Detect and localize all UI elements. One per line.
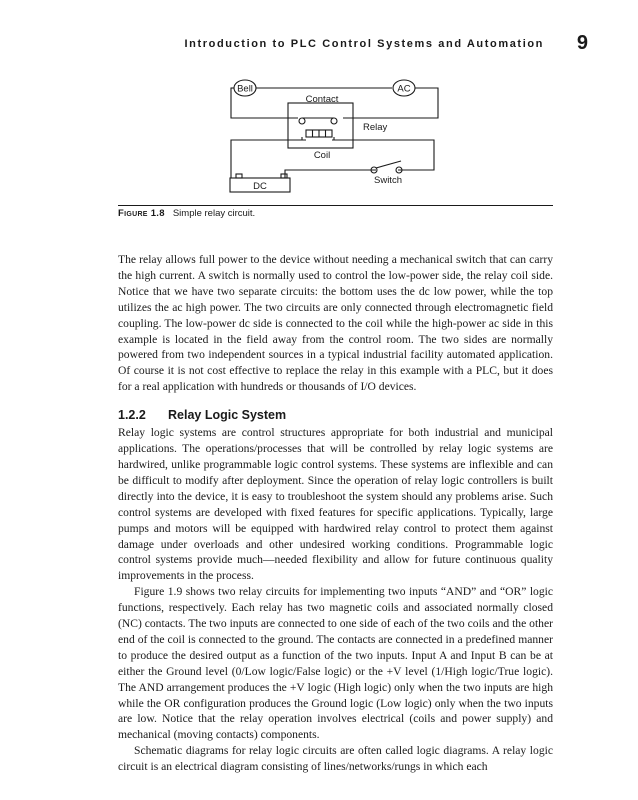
running-title: Introduction to PLC Control Systems and Automation [184,38,544,50]
figure-caption-label: Figure 1.8 [118,208,165,219]
page-number: 9 [576,32,588,54]
body-text [118,252,553,775]
figure-rule [118,205,553,206]
paragraph-1: The relay allows full power to the device without needing a mechanical switch that can carry the high current. A switch is normally used to control the low-power side, the relay coil side. Notice that we have two separate circuits: the bottom uses the dc low power, while the top utilizes the ac high power. The two circuits are only connected through electromagnetic field coupling. The low-power dc side is connected to the coil while the high-power ac side in this example is located in the field away from the control room. The two sides are normally powered from two independent sources in a typical industrial facility automated application. Of course it is not cost effective to replace the relay in this example with a PLC, but it does for a real application with hundreds or thousands of I/O devices. [118,253,553,394]
dc-terminal-negative [236,174,242,178]
contact-terminal-right [331,118,337,124]
contact-terminal-left [299,118,305,124]
paragraph-2: Relay logic systems are control structures appropriate for both industrial and municipal applications. The operations/processes that will be controlled by relay logic systems are hardwired, unlike programmable logic control systems. These systems are inflexible and can be difficult to modify after deployment. Since the operation of relay logic controllers is built directly into the device, it is easy to troubleshoot the system should any problems arise. Such control systems are developed with fixed features for specific applications. Typically, large pumps and motors will be equipped with hardwired relay control to protect them against damage under overloads and other undesired working conditions. Programmable logic control systems provide much—needed flexibility and allow for future continuous quality improvements in the process. [118,426,553,583]
page-header [118,32,588,54]
wire-ac-contact [343,88,438,118]
section-title: Relay Logic System [168,408,287,423]
ac-label: AC [397,83,411,95]
contact-label: Contact [305,94,339,105]
paragraph-3: Figure 1.9 shows two relay circuits for implementing two inputs “AND” and “OR” logic functions, respectively. Each relay has two magnetic coils and associated normally closed (NC) contacts. The two inputs are connected to one side of each of the two coils and the other end of the coil is connected to the ground. The contacts are connected in a predefined manner to produce the desired output as a function of the two inputs. Input A and Input B can be at either the Ground level (0/Low logic/False logic) or the +V level (1/High logic/True logic). The AND arrangement produces the +V logic (High logic) only when the two inputs are high while the OR configuration produces the Ground logic (Low logic) only when the two inputs are low. Notice that the relay operation involves electrical (coils and power supply) and mechanical (moving contacts) components. [118,585,553,742]
section-number: 1.2.2 [118,408,146,423]
wire-coil-dc [231,140,302,178]
switch-label: Switch [374,175,402,186]
section-heading [118,407,553,423]
dc-label: DC [253,181,267,192]
wire-switch-dc [285,170,376,178]
relay-label: Relay [363,122,388,133]
relay-box [288,103,353,148]
figure-caption [118,208,255,219]
bell-label: Bell [237,83,253,95]
dc-terminal-positive [281,174,287,178]
coil-label: Coil [313,150,331,161]
relay-circuit-figure [118,70,553,210]
relay-circuit-diagram [118,70,553,210]
figure-caption-text: Simple relay circuit. [172,208,256,219]
paragraph-4: Schematic diagrams for relay logic circuits are often called logic diagrams. A relay logic circuit is an electrical diagram consisting of lines/networks/rungs in which each [118,744,553,774]
